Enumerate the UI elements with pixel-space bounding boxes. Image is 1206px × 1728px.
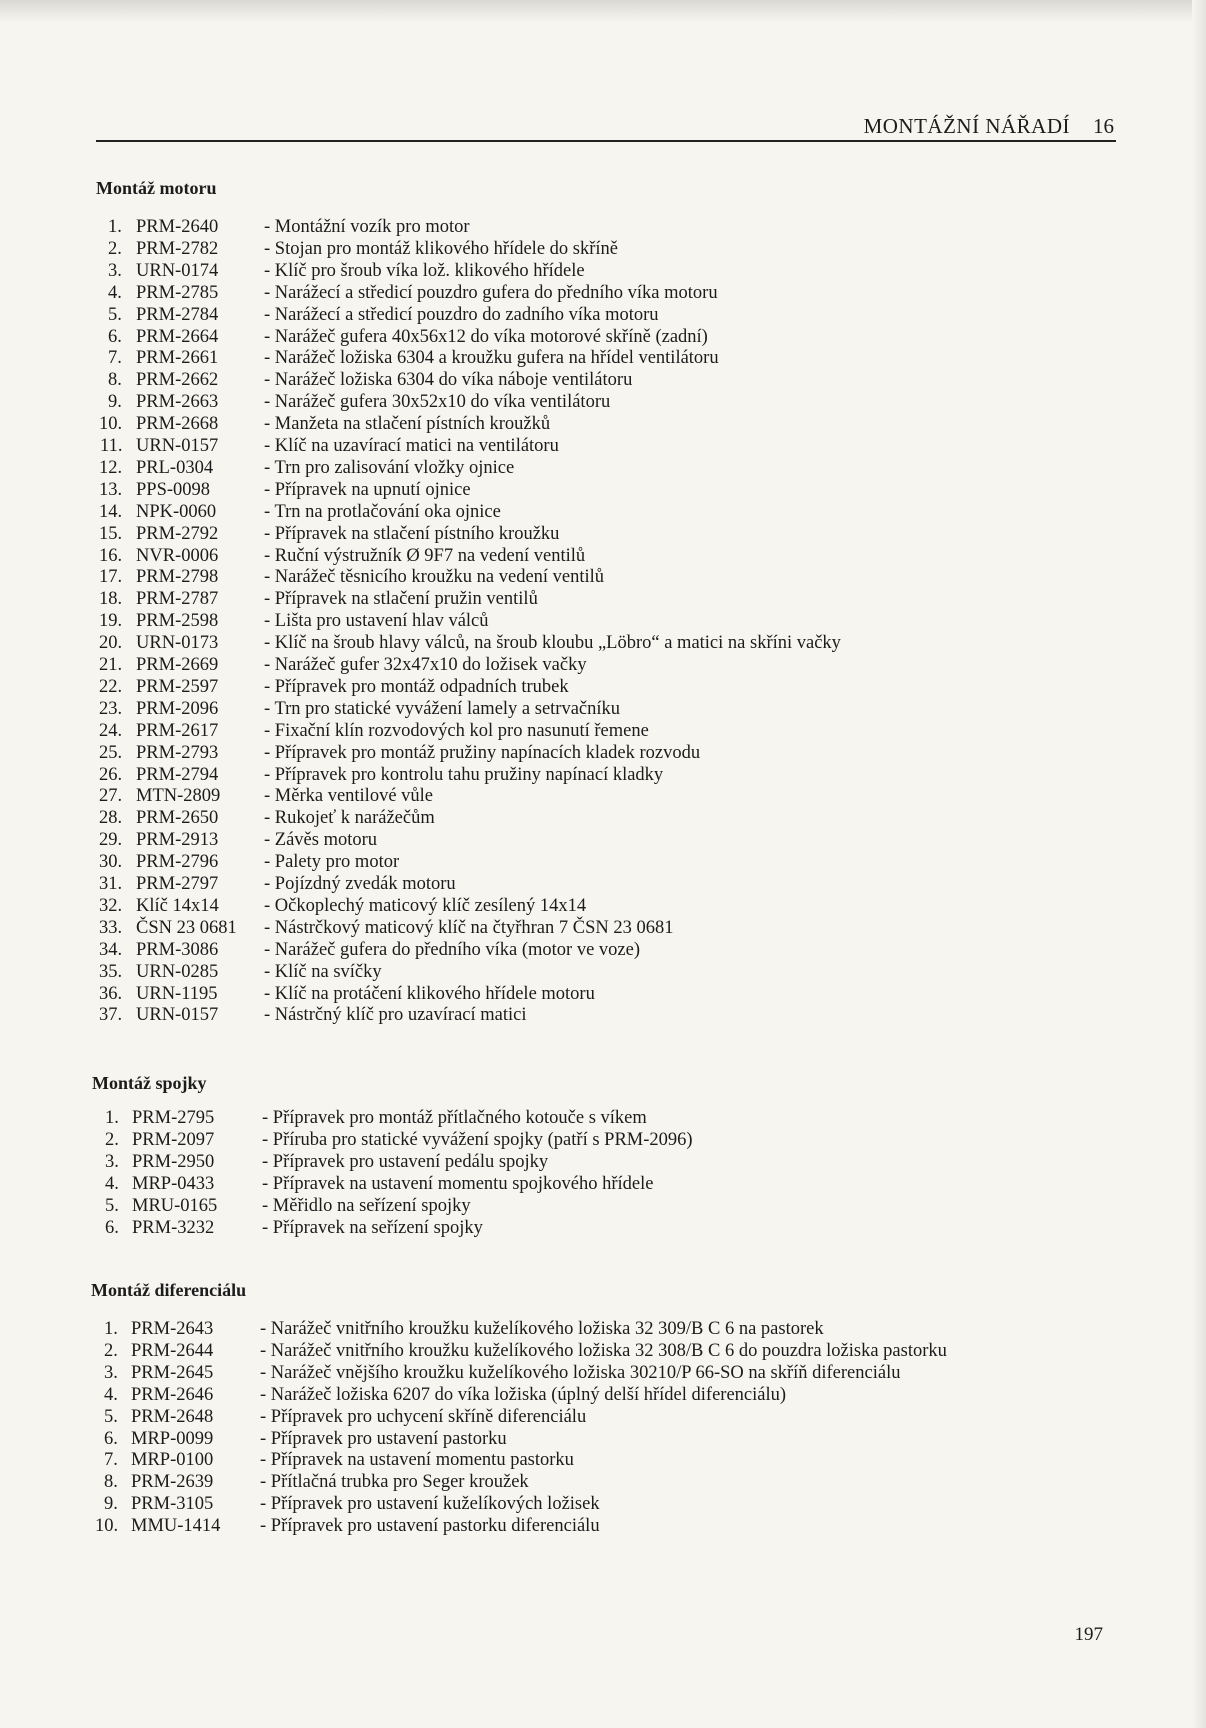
item-description: - Přípravek na ustavení momentu spojkového hřídele [262,1173,654,1194]
list-item [0,785,1100,807]
item-code: PRM-2643 [131,1319,214,1339]
item-number: 2. [104,1340,118,1361]
list-item [0,391,1100,413]
item-number: 4. [105,1173,119,1194]
list-item [0,1493,1100,1515]
list-item [0,807,1100,829]
item-number: 18. [99,589,123,610]
item-description: - Klíč na protáčení klikového hřídele motoru [264,983,595,1004]
list-item [0,260,1100,282]
page-shadow-top [0,0,1206,22]
item-code: PRM-2793 [136,742,219,763]
item-description: - Přípravek pro uchycení skříně diferenciálu [260,1406,587,1427]
item-description: - Trn pro statické vyvážení lamely a setrvačníku [264,698,621,719]
list-item [0,961,1100,983]
list-item [0,1406,1100,1428]
list-item [0,326,1100,348]
list-item [0,1318,1100,1340]
item-code: PRM-2795 [132,1108,215,1128]
item-number: 12. [99,457,123,478]
item-number: 23. [99,698,123,719]
item-number: 36. [99,983,123,1004]
item-code: MRP-0099 [131,1428,214,1449]
list-item [0,545,1100,567]
item-description: - Závěs motoru [264,830,378,851]
item-description: - Narážeč ložiska 6304 a kroužku gufera na hřídel ventilátoru [264,348,719,369]
list-item [0,742,1100,764]
item-code: URN-0285 [136,961,219,982]
item-code: PRM-2796 [136,852,219,873]
item-description: - Trn pro zalisování vložky ojnice [264,457,515,478]
list-item [0,983,1100,1005]
item-description: - Měřidlo na seřízení spojky [262,1195,471,1216]
item-description: - Pojízdný zvedák motoru [264,874,456,894]
item-number: 15. [99,523,123,544]
list-item [0,1362,1100,1384]
item-code: PRM-2617 [136,720,219,741]
list-item [0,1151,1100,1173]
item-code: PRM-2644 [131,1340,214,1361]
item-code: PRM-3232 [132,1217,215,1238]
item-code: PRM-2794 [136,764,219,785]
item-number: 10. [99,414,123,435]
list-item [0,435,1100,457]
list-item [0,873,1100,895]
item-code: MRU-0165 [132,1195,218,1216]
item-number: 3. [105,1151,119,1172]
list-item [0,632,1100,654]
item-number: 13. [99,479,123,500]
item-number: 1. [104,1319,118,1339]
item-number: 26. [99,764,123,785]
item-number: 32. [99,895,123,916]
item-description: - Přípravek pro kontrolu tahu pružiny napínací kladky [264,764,664,785]
list-item [0,1384,1100,1406]
item-code: PRL-0304 [136,457,214,478]
list-item [0,347,1100,369]
item-number: 29. [99,830,123,851]
item-number: 6. [108,326,122,347]
item-description: - Přípravek pro montáž odpadních trubek [264,676,569,697]
list-item [0,523,1100,545]
item-description: - Přípravek na ustavení momentu pastorku [260,1450,574,1471]
list-item [0,851,1100,873]
item-code: PRM-2639 [131,1472,214,1493]
item-description: - Narážeč gufera 40x56x12 do víka motorové skříně (zadní) [264,326,708,347]
item-description: - Narážeč vnitřního kroužku kuželíkového ložiska 32 308/B C 6 do pouzdra ložiska pastorku [260,1340,947,1361]
list-item [0,1195,1100,1217]
page-number: 197 [1074,1624,1103,1645]
item-number: 2. [105,1129,119,1150]
item-description: - Přípravek pro ustavení kuželíkových ložisek [260,1494,600,1515]
item-code: PRM-2661 [136,348,219,369]
item-description: - Narážeč ložiska 6207 do víka ložiska (úplný delší hřídel diferenciálu) [260,1384,787,1405]
item-code: PRM-2646 [131,1384,214,1405]
item-description: - Přípravek na seřízení spojky [262,1217,483,1238]
item-code: PRM-3086 [136,939,219,960]
item-description: - Přípravek pro ustavení pastorku diferenciálu [260,1516,600,1537]
item-number: 8. [104,1472,118,1493]
list-item [0,1173,1100,1195]
item-description: - Narážeč gufer 32x47x10 do ložisek vačky [264,655,587,675]
item-number: 14. [99,501,123,522]
item-number: 11. [100,436,123,456]
item-number: 21. [99,655,123,675]
list-item [0,1340,1100,1362]
item-description: - Přípravek pro ustavení pedálu spojky [262,1151,549,1172]
item-description: - Přítlačná trubka pro Seger kroužek [260,1472,529,1493]
item-description: - Manžeta na stlačení pístních kroužků [264,414,551,435]
item-number: 25. [99,742,123,763]
list-item [0,238,1100,260]
item-description: - Ruční výstružník Ø 9F7 na vedení ventilů [264,545,586,566]
item-description: - Klíč pro šroub víka lož. klikového hřídele [264,260,585,281]
list-item [0,413,1100,435]
item-number: 27. [99,786,123,807]
item-number: 24. [99,720,123,741]
item-number: 6. [104,1428,118,1449]
item-code: PRM-2782 [136,238,219,259]
item-number: 4. [108,282,122,303]
item-number: 19. [99,611,123,632]
item-code: MTN-2809 [136,786,221,807]
item-code: MMU-1414 [131,1516,221,1537]
item-number: 2. [108,238,122,259]
item-description: - Narážeč vnitřního kroužku kuželíkového ložiska 32 309/B C 6 na pastorek [260,1319,824,1339]
section-title-clutch: Montáž spojky [92,1073,207,1093]
item-code: PRM-2798 [136,567,219,588]
section-title-differential: Montáž diferenciálu [91,1280,247,1300]
item-number: 7. [104,1450,118,1471]
list-item [0,698,1100,720]
list-item [0,588,1100,610]
item-code: PRM-2648 [131,1406,214,1427]
item-code: PRM-2785 [136,282,219,303]
item-code: URN-0157 [136,436,219,456]
list-item [0,1107,1100,1129]
item-number: 5. [108,304,122,325]
item-number: 37. [99,1005,123,1026]
list-item [0,764,1100,786]
item-description: - Narážeč vnějšího kroužku kuželíkového ložiska 30210/P 66-SO na skříň diferenciálu [260,1362,901,1383]
running-header [96,114,1116,140]
item-code: MRP-0433 [132,1173,215,1194]
item-code: PRM-2950 [132,1151,215,1172]
list-item [0,1217,1100,1239]
list-item [0,654,1100,676]
item-number: 10. [95,1516,119,1537]
item-code: PRM-2913 [136,830,219,851]
list-item [0,501,1100,523]
item-description: - Přípravek na stlačení pružin ventilů [264,589,538,610]
item-number: 17. [99,567,123,588]
item-code: PRM-2598 [136,611,219,632]
list-item [0,304,1100,326]
item-number: 28. [99,808,123,829]
item-number: 35. [99,961,123,982]
list-item [0,1449,1100,1471]
header-chapter-number: 16 [1093,114,1114,138]
item-code: PRM-2668 [136,414,219,435]
item-code: PRM-2096 [136,698,219,719]
item-number: 1. [108,217,122,237]
item-description: - Přípravek pro montáž přítlačného kotouče s víkem [262,1108,647,1128]
item-description: - Narážeč těsnicího kroužku na vedení ventilů [264,567,605,588]
item-description: - Narážeč gufera do předního víka (motor ve voze) [264,939,640,960]
list-item [0,282,1100,304]
item-code: PRM-2645 [131,1362,214,1383]
item-number: 8. [108,370,122,391]
item-number: 4. [104,1384,118,1405]
page-shadow-right [1192,0,1206,1728]
item-description: - Fixační klín rozvodových kol pro nasunutí řemene [264,720,649,741]
item-number: 3. [108,260,122,281]
item-number: 30. [99,852,123,873]
item-number: 9. [108,392,122,413]
item-number: 33. [99,917,123,938]
item-description: - Klíč na šroub hlavy válců, na šroub kloubu „Löbro“ a matici na skříni vačky [264,633,841,654]
list-item [0,1428,1100,1450]
item-code: Klíč 14x14 [136,895,219,916]
item-code: PRM-2662 [136,370,219,391]
list-item [0,676,1100,698]
item-code: PRM-2669 [136,655,219,675]
item-description: - Trn na protlačování oka ojnice [264,501,501,522]
list-item [0,1471,1100,1493]
item-description: - Přípravek pro ustavení pastorku [260,1428,507,1449]
item-description: - Narážecí a středicí pouzdro do zadního víka motoru [264,304,659,325]
item-code: PRM-2650 [136,808,219,829]
item-code: PRM-2663 [136,392,219,413]
item-description: - Stojan pro montáž klikového hřídele do skříně [264,238,618,259]
list-item [0,566,1100,588]
item-description: - Klíč na svíčky [264,961,382,982]
list-item [0,1129,1100,1151]
item-description: - Palety pro motor [264,852,400,873]
item-code: PRM-2797 [136,874,219,894]
item-code: URN-0173 [136,633,219,654]
item-number: 20. [99,633,123,654]
item-number: 22. [99,676,123,697]
item-code: PRM-2097 [132,1129,215,1150]
item-code: PRM-2784 [136,304,219,325]
list-item [0,479,1100,501]
list-item [0,720,1100,742]
header-rule [96,140,1116,142]
list-item [0,1004,1100,1026]
item-number: 6. [105,1217,119,1238]
item-description: - Montážní vozík pro motor [264,217,470,237]
item-description: - Narážeč gufera 30x52x10 do víka ventilátoru [264,392,611,413]
item-description: - Přípravek na stlačení pístního kroužku [264,523,560,544]
item-code: NPK-0060 [136,501,217,522]
list-item [0,610,1100,632]
item-code: PRM-3105 [131,1494,214,1515]
item-description: - Klíč na uzavírací matici na ventilátoru [264,436,559,456]
item-number: 31. [99,874,123,894]
item-code: PRM-2640 [136,217,219,237]
section-title-motor: Montáž motoru [96,178,217,198]
item-description: - Přípravek na upnutí ojnice [264,479,471,500]
item-code: MRP-0100 [131,1450,214,1471]
item-description: - Narážecí a středicí pouzdro gufera do předního víka motoru [264,282,718,303]
item-description: - Nástrčkový maticový klíč na čtyřhran 7 ČSN 23 0681 [264,917,674,938]
item-code: NVR-0006 [136,545,219,566]
item-number: 3. [104,1362,118,1383]
item-code: PRM-2787 [136,589,219,610]
item-code: URN-1195 [136,983,218,1004]
list-item [0,939,1100,961]
list-item [0,917,1100,939]
item-number: 1. [105,1108,119,1128]
item-code: PRM-2664 [136,326,219,347]
item-description: - Měrka ventilové vůle [264,786,434,807]
item-code: URN-0157 [136,1005,219,1026]
item-description: - Příruba pro statické vyvážení spojky (patří s PRM-2096) [262,1129,693,1150]
item-number: 16. [99,545,123,566]
item-description: - Rukojeť k narážečům [264,808,435,829]
item-code: ČSN 23 0681 [136,917,237,938]
item-description: - Očkoplechý maticový klíč zesílený 14x14 [264,895,587,916]
list-item [0,457,1100,479]
item-code: PRM-2792 [136,523,219,544]
list-item [0,1515,1100,1537]
item-code: URN-0174 [136,260,219,281]
list-item [0,895,1100,917]
item-number: 5. [104,1406,118,1427]
item-description: - Lišta pro ustavení hlav válců [264,611,489,632]
item-description: - Narážeč ložiska 6304 do víka náboje ventilátoru [264,370,633,391]
item-description: - Přípravek pro montáž pružiny napínacích kladek rozvodu [264,742,701,763]
header-title: MONTÁŽNÍ NÁŘADÍ [863,114,1070,138]
list-item [0,369,1100,391]
item-code: PPS-0098 [136,479,211,500]
list-item [0,829,1100,851]
item-description: - Nástrčný klíč pro uzavírací matici [264,1005,527,1026]
item-number: 9. [104,1494,118,1515]
item-code: PRM-2597 [136,676,219,697]
item-number: 7. [108,348,122,369]
item-number: 34. [99,939,123,960]
list-item [0,216,1100,238]
item-number: 5. [105,1195,119,1216]
